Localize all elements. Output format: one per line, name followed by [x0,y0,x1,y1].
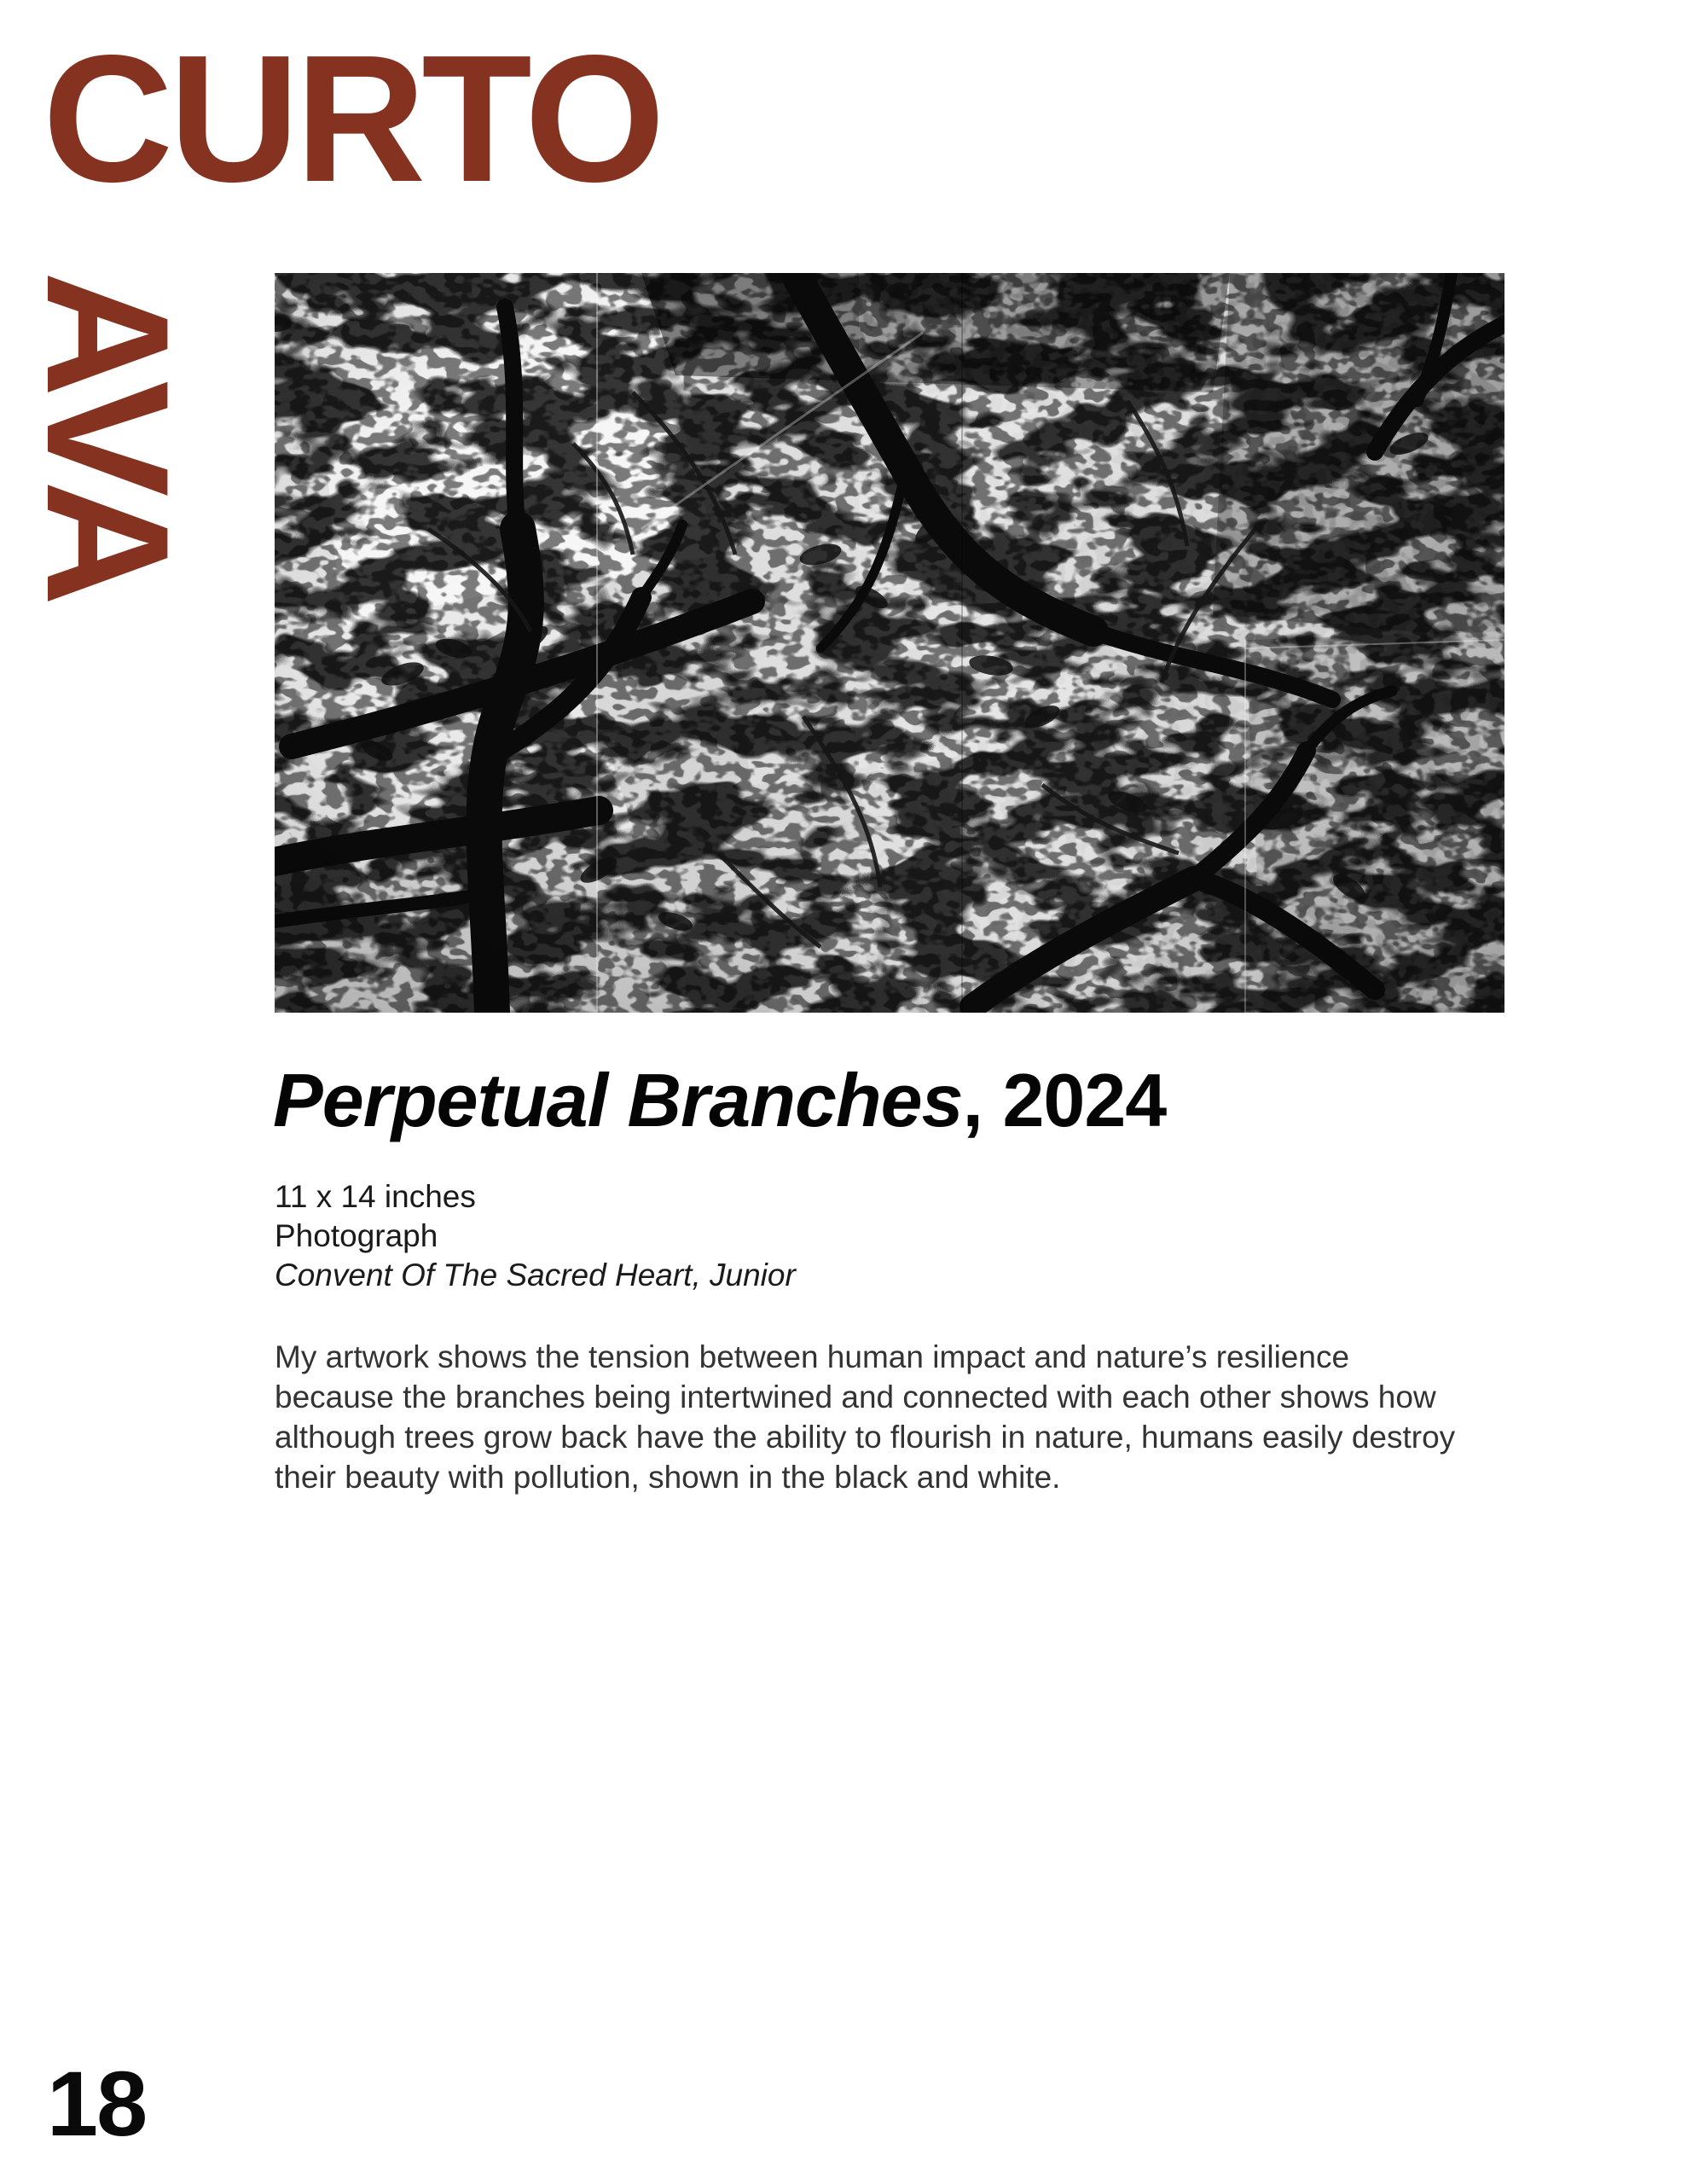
artist-first-name: AVA [10,271,205,603]
artwork-title-year: , 2024 [962,1058,1167,1142]
artwork-photo [275,273,1504,1013]
statement-line: because the branches being intertwined and connected with each other shows how [275,1380,1436,1414]
artist-last-name: CURTO [43,17,661,219]
artwork-details [275,1177,796,1295]
artist-school: Convent Of The Sacred Heart, Junior [275,1258,796,1292]
branches-collage-image [275,273,1504,1013]
artwork-dimensions: 11 x 14 inches [275,1179,476,1214]
artwork-medium: Photograph [275,1218,438,1253]
artwork-title [273,1058,1167,1142]
statement-line: My artwork shows the tension between human impact and nature’s resilience [275,1339,1350,1374]
photo-vignette [275,273,1504,1013]
statement-line: their beauty with pollution, shown in the black and white. [275,1460,1061,1495]
statement-line: although trees grow back have the ability to flourish in nature, humans easily destroy [275,1420,1456,1455]
artist-statement [275,1337,1455,1497]
artwork-title-text: Perpetual Branches [273,1058,963,1142]
page-number: 18 [47,2052,147,2155]
